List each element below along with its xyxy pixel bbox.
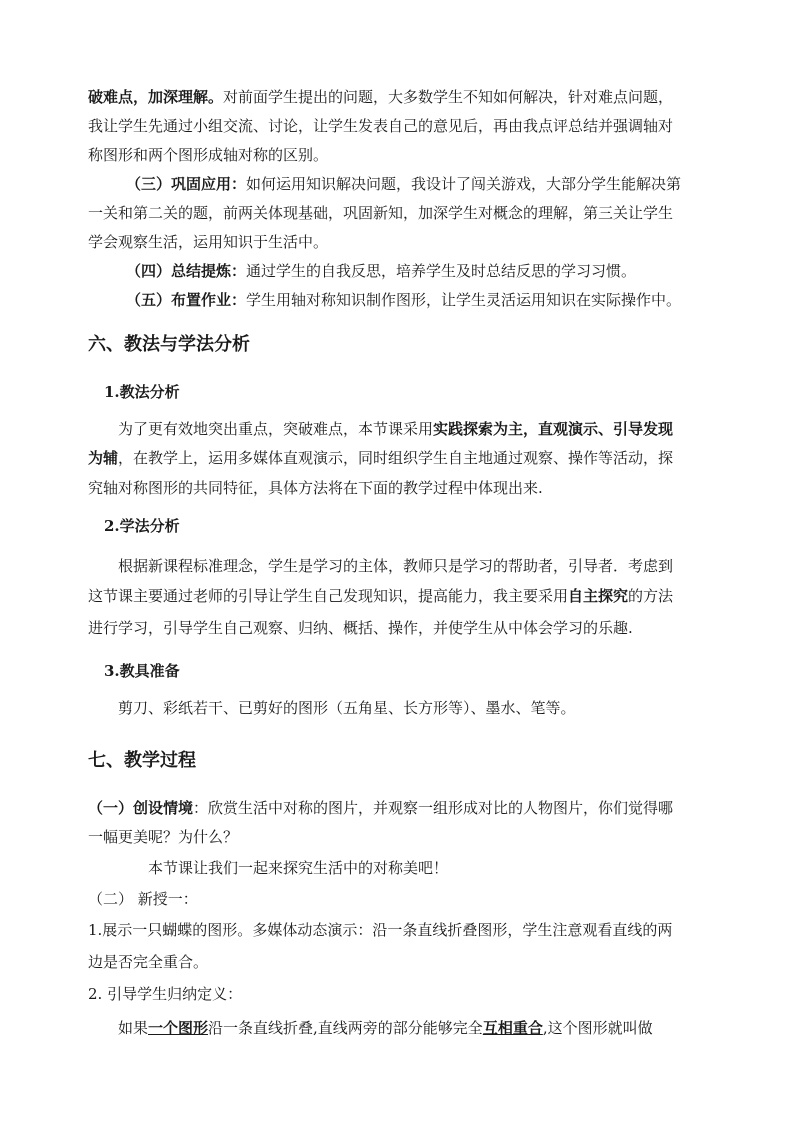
def-text-a: 如果 bbox=[118, 1019, 149, 1037]
s7-item-1-line-2: 边是否完全重合。 bbox=[88, 953, 209, 971]
p4-text: 学生用轴对称知识制作图形，让学生灵活运用知识在实际操作中。 bbox=[246, 291, 682, 309]
def-underline-2: 互相重合 bbox=[482, 1019, 543, 1037]
p2-line-3: 学会观察生活，运用知识于生活中。 bbox=[88, 233, 329, 251]
s7-new-lesson-label: （二） 新授一： bbox=[88, 890, 198, 908]
s63-line-1: 剪刀、彩纸若干、已剪好的图形（五角星、长方形等）、墨水、笔等。 bbox=[118, 699, 576, 717]
p2-line-2: 一关和第二关的题，前两关体现基础，巩固新知，加深学生对概念的理解，第三关让学生 bbox=[88, 204, 674, 222]
section-7-heading: 七、教学过程 bbox=[88, 750, 196, 771]
s7-intro-label: （一）创设情境 bbox=[88, 799, 194, 817]
s62-bold: 自主探究 bbox=[568, 587, 629, 605]
s62-line-2 bbox=[88, 585, 708, 607]
p3-text: 通过学生的自我反思，培养学生及时总结反思的学习习惯。 bbox=[246, 262, 637, 280]
s7-intro-text: ：欣赏生活中对称的图片，并观察一组形成对比的人物图片，你们觉得哪 bbox=[193, 799, 674, 817]
s61-line-1 bbox=[118, 418, 718, 440]
s7-item-1-line-1: 1.展示一只蝴蝶的图形。多媒体动态演示：沿一条直线折叠图形，学生注意观看直线的两 bbox=[88, 921, 673, 939]
p4-label: （五）布置作业： bbox=[126, 291, 247, 309]
p1-line-2: 我让学生先通过小组交流、讨论，让学生发表自己的意见后，再由我点评总结并强调轴对 bbox=[88, 117, 674, 135]
s61-text-b: ，在教学上，运用多媒体直观演示，同时组织学生自主地通过观察、操作等活动，探 bbox=[118, 449, 674, 467]
p1-text: 对前面学生提出的问题，大多数学生不知如何解决，针对难点问题， bbox=[223, 88, 674, 106]
p3-line bbox=[126, 260, 716, 282]
s62-line-1: 根据新课程标准理念，学生是学习的主体，教师只是学习的帮助者，引导者．考虑到 bbox=[118, 557, 674, 575]
def-underline-1: 一个图形 bbox=[148, 1019, 209, 1037]
s61-line-2 bbox=[88, 447, 708, 469]
s61-text-a: 为了更有效地突出重点，突破难点，本节课采用 bbox=[118, 420, 434, 438]
s62-text-c: 的方法 bbox=[628, 587, 674, 605]
p1-line-1 bbox=[88, 86, 708, 108]
p3-label: （四）总结提炼： bbox=[126, 262, 247, 280]
s7-intro-line-3: 本节课让我们一起来探究生活中的对称美吧！ bbox=[148, 859, 449, 877]
def-text-b: 沿一条直线折叠,直线两旁的部分能够完全 bbox=[208, 1019, 483, 1037]
p2-text: 如何运用知识解决问题，我设计了闯关游戏，大部分学生能解决第 bbox=[246, 175, 682, 193]
s7-intro-line-1 bbox=[88, 797, 708, 819]
s62-text-a: 这节课主要通过老师的引导让学生自己发现知识，提高能力，我主要采用 bbox=[88, 587, 569, 605]
s7-intro-line-2: 一幅更美呢？为什么？ bbox=[88, 828, 239, 846]
subsection-6-1-title: 1.教法分析 bbox=[104, 383, 180, 401]
s7-item-2: 2. 引导学生归纳定义： bbox=[88, 985, 243, 1003]
p1-line-3: 称图形和两个图形成轴对称的区别。 bbox=[88, 146, 329, 164]
def-text-c: ,这个图形就叫做 bbox=[542, 1019, 653, 1037]
subsection-6-2-title: 2.学法分析 bbox=[104, 517, 180, 535]
definition-line bbox=[118, 1017, 718, 1039]
subsection-6-3-title: 3.教具准备 bbox=[104, 662, 180, 680]
p4-line bbox=[126, 289, 716, 311]
s62-line-3: 进行学习，引导学生自己观察、归纳、概括、操作，并使学生从中体会学习的乐趣. bbox=[88, 619, 633, 637]
p1-bold: 破难点，加深理解。 bbox=[88, 88, 224, 106]
s61-bold-b: 为辅 bbox=[88, 449, 119, 467]
s61-line-3: 究轴对称图形的共同特征，具体方法将在下面的教学过程中体现出来. bbox=[88, 479, 543, 497]
s61-bold-a: 实践探索为主，直观演示、引导发现 bbox=[433, 420, 674, 438]
section-6-heading: 六、教法与学法分析 bbox=[88, 334, 250, 355]
p2-line-1 bbox=[126, 173, 716, 195]
p2-label: （三）巩固应用： bbox=[126, 175, 247, 193]
